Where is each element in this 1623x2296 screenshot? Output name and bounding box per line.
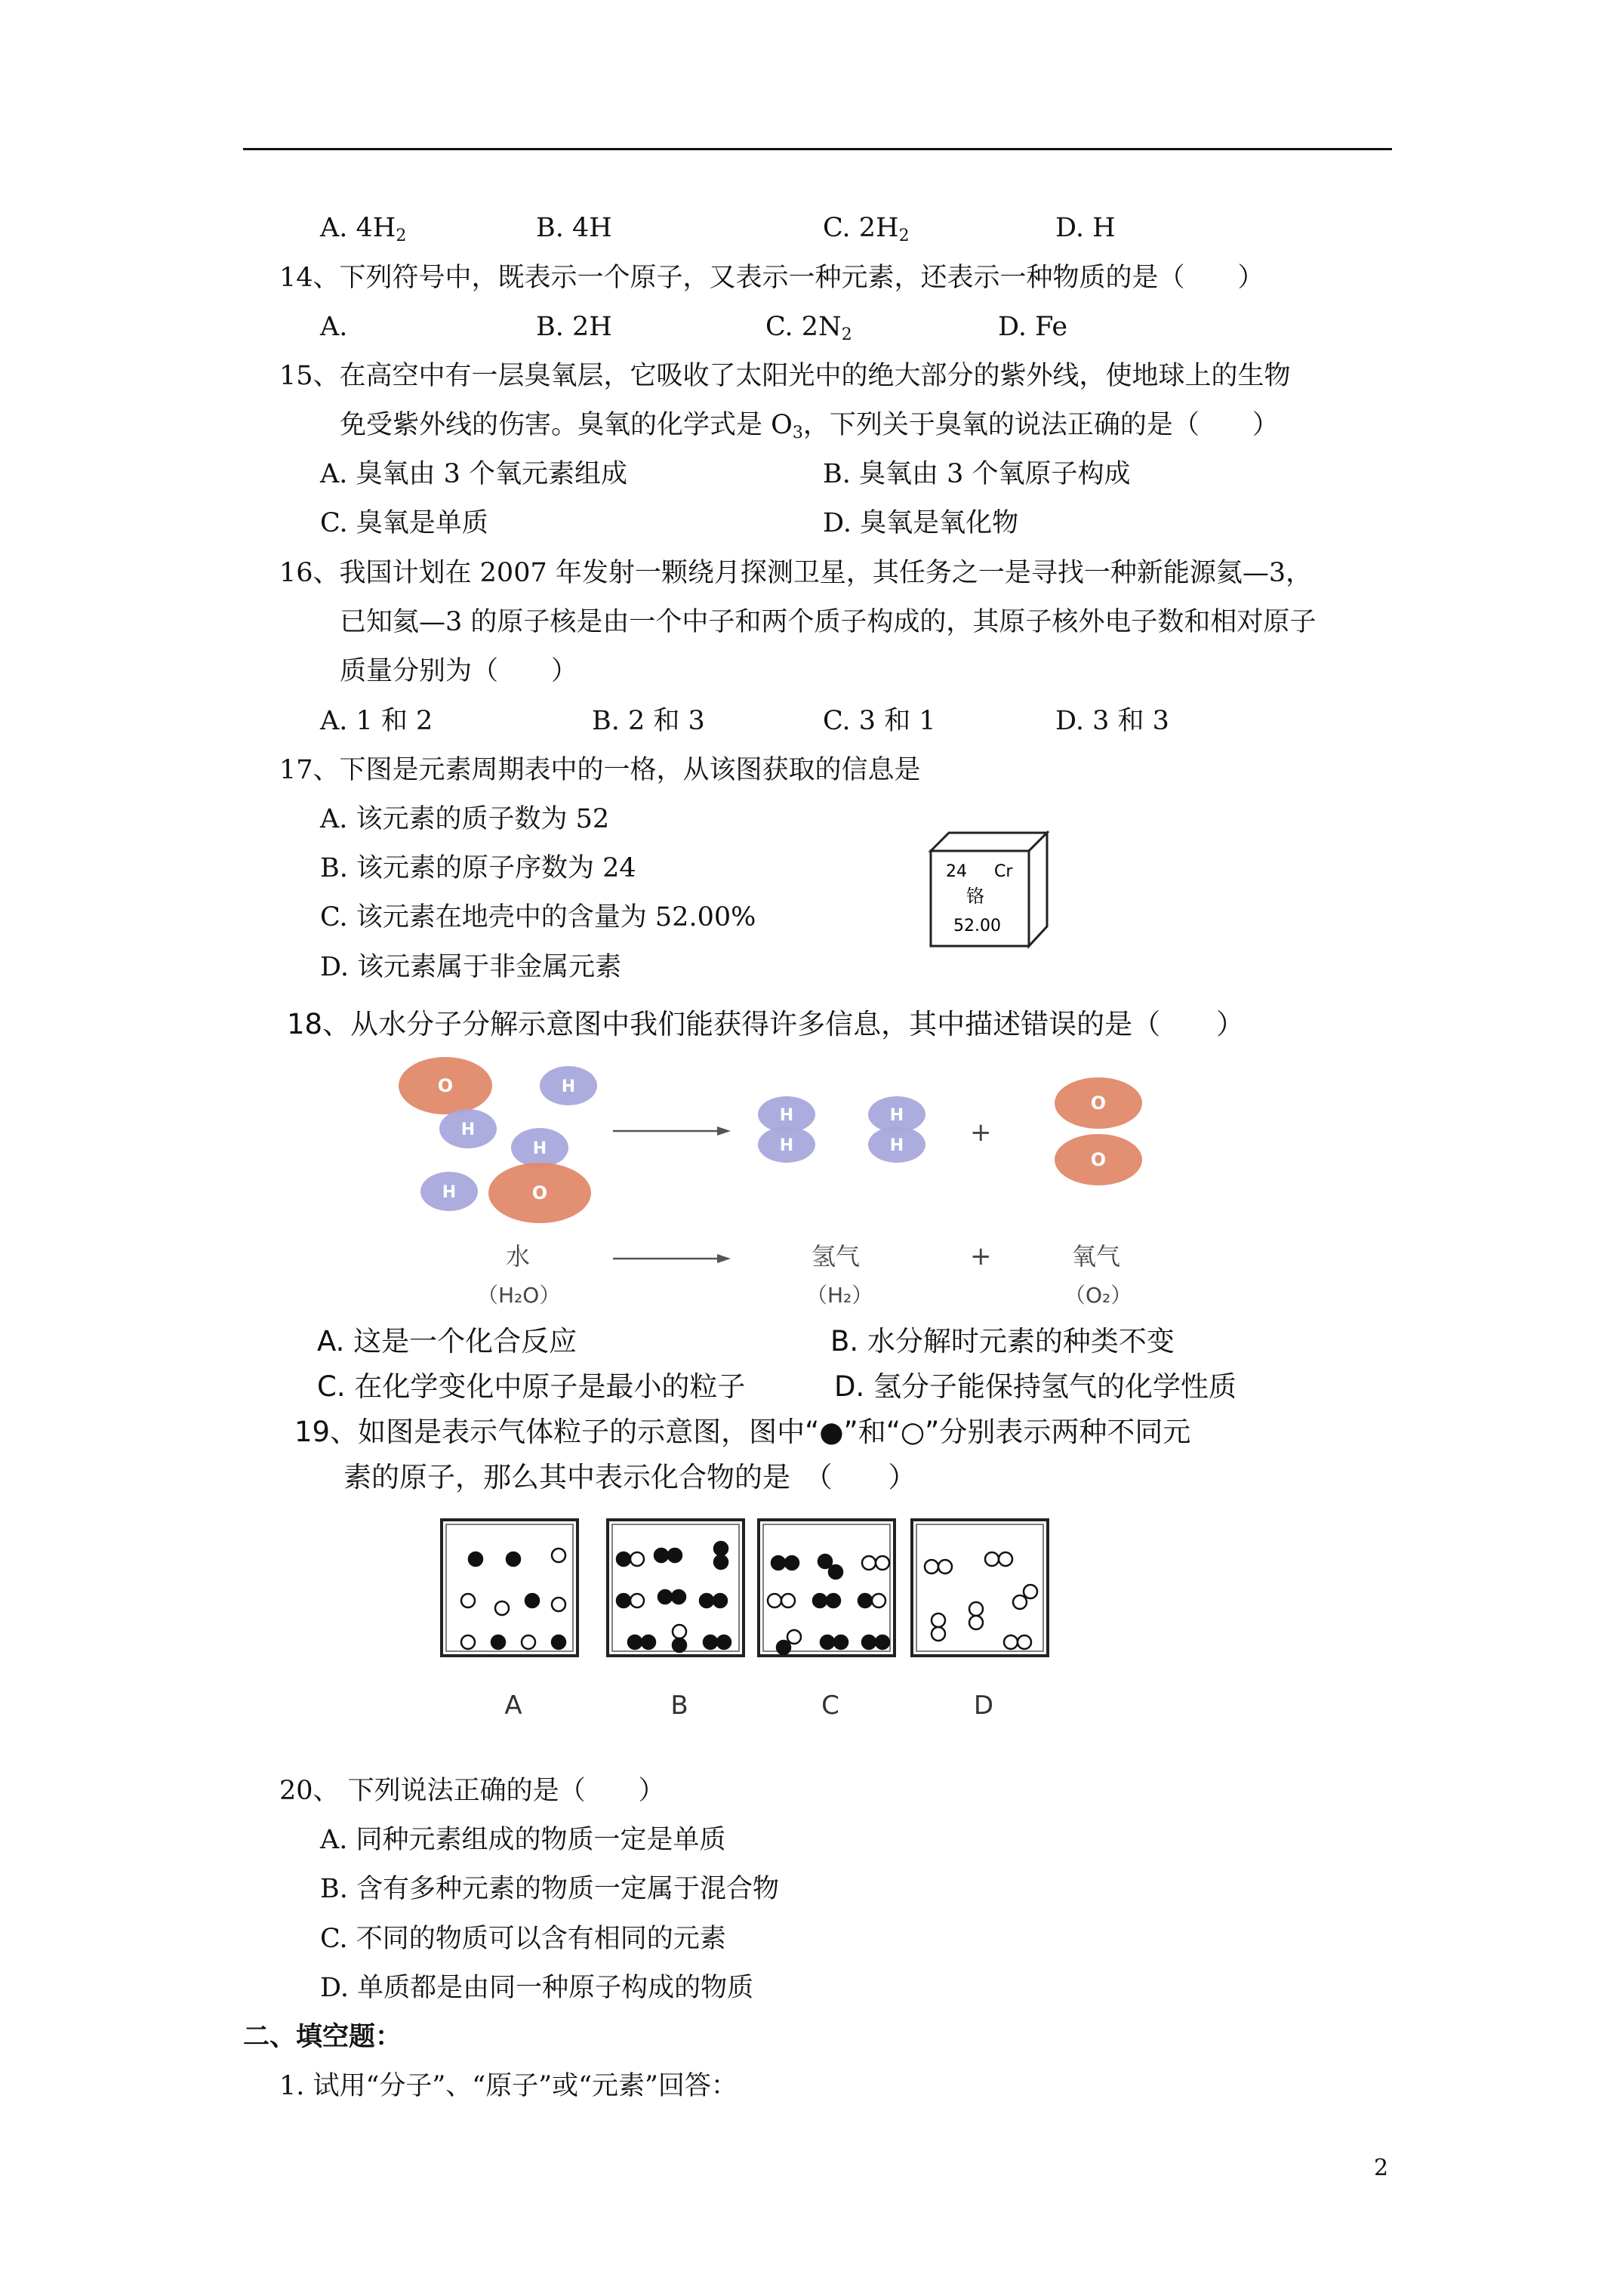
svg-text:H: H <box>442 1183 457 1202</box>
particle-box-label: B <box>670 1690 688 1721</box>
q14-option-c: C. $2N_2$ <box>765 312 852 344</box>
fill-in-question-1: 1. 试用“分子”、“原子”或“元素”回答： <box>279 2071 738 2101</box>
q17-option-a: A. 该元素的质子数为 52 <box>320 804 610 834</box>
svg-text:H: H <box>779 1106 794 1125</box>
q20-stem: 20、 下列说法正确的是（ ） <box>279 1776 665 1806</box>
q17-option-c: C. 该元素在地壳中的含量为 52.00% <box>320 902 756 932</box>
hydrogen-atom <box>511 1128 568 1167</box>
svg-text:H: H <box>779 1136 794 1155</box>
q16-option-c: C. 3 和 1 <box>823 706 936 736</box>
periodic-cell-figure <box>925 827 1053 955</box>
header-rule <box>243 148 1392 150</box>
q18-option-c: C. 在化学变化中原子是最小的粒子 <box>317 1370 746 1403</box>
water-formula: （H₂O） <box>477 1283 561 1308</box>
cell-mass: 52.00 <box>953 917 1001 935</box>
hydrogen-formula: （H₂） <box>806 1283 873 1308</box>
svg-text:H: H <box>532 1139 547 1158</box>
svg-text:H: H <box>889 1106 904 1125</box>
q15-option-a: A. 臭氧由 3 个氧元素组成 <box>320 459 628 489</box>
q20-option-d: D. 单质都是由同一种原子构成的物质 <box>320 1973 754 2003</box>
cell-atomic-number: 24 <box>946 862 967 881</box>
svg-text:O: O <box>1090 1149 1107 1170</box>
gas-particle-diagram <box>438 1514 1072 1740</box>
q16-option-b: B. 2 和 3 <box>592 706 705 736</box>
hydrogen-atom <box>439 1109 497 1148</box>
q16-option-a: A. 1 和 2 <box>320 706 433 736</box>
svg-text:H: H <box>561 1077 576 1096</box>
q18-option-d: D. 氢分子能保持氢气的化学性质 <box>834 1370 1237 1403</box>
particle-box-b <box>608 1520 744 1721</box>
hydrogen-atom <box>868 1126 925 1163</box>
particle-box-c <box>759 1520 895 1721</box>
q13-option-d: D. H <box>1055 213 1116 243</box>
plus-sign-2: + <box>970 1241 992 1271</box>
page-number: 2 <box>1374 2155 1389 2181</box>
svg-text:O: O <box>1090 1093 1107 1114</box>
q18-option-a: A. 这是一个化合反应 <box>317 1325 577 1358</box>
q17-option-b: B. 该元素的原子序数为 24 <box>320 853 636 883</box>
particle-box-label: C <box>821 1690 839 1721</box>
q17-stem: 17、下图是元素周期表中的一格，从该图获取的信息是 <box>279 755 921 785</box>
svg-text:H: H <box>889 1136 904 1155</box>
svg-text:O: O <box>531 1182 548 1203</box>
oxygen-atom <box>1055 1134 1142 1185</box>
oxygen-atom <box>399 1057 492 1114</box>
q15-option-d: D. 臭氧是氧化物 <box>823 508 1019 538</box>
q13-option-b: B. 4H <box>536 213 612 243</box>
q20-option-a: A. 同种元素组成的物质一定是单质 <box>320 1825 726 1855</box>
particle-box-d <box>912 1520 1048 1721</box>
particle-box-label: A <box>504 1690 522 1721</box>
water-label: 水 <box>506 1242 531 1271</box>
q15-option-c: C. 臭氧是单质 <box>320 508 488 538</box>
q16-stem-line2: 已知氦—3 的原子核是由一个中子和两个质子构成的，其原子核外电子数和相对原子 <box>340 607 1317 637</box>
q20-option-b: B. 含有多种元素的物质一定属于混合物 <box>320 1874 779 1904</box>
q14-option-d: D. Fe <box>998 312 1068 342</box>
q15-stem-line1: 15、在高空中有一层臭氧层，它吸收了太阳光中的绝大部分的紫外线，使地球上的生物 <box>279 361 1291 391</box>
q16-option-d: D. 3 和 3 <box>1055 706 1169 736</box>
q15-option-b: B. 臭氧由 3 个氧原子构成 <box>823 459 1131 489</box>
q18-stem: 18、从水分子分解示意图中我们能获得许多信息，其中描述错误的是（ ） <box>287 1008 1245 1040</box>
q13-option-c: C. $2H_2$ <box>823 213 910 245</box>
particle-box-a <box>442 1520 577 1721</box>
oxygen-atom <box>1055 1077 1142 1129</box>
q19-stem-line2: 素的原子，那么其中表示化合物的是 （ ） <box>343 1461 916 1493</box>
q20-option-c: C. 不同的物质可以含有相同的元素 <box>320 1924 726 1954</box>
q13-option-a: A. $4H_2$ <box>320 213 407 245</box>
oxygen-atom <box>488 1163 591 1223</box>
q14-option-a: A. <box>320 312 348 342</box>
q15-stem-line2: 免受紫外线的伤害。臭氧的化学式是 $O_3$，下列关于臭氧的说法正确的是（ ） <box>340 410 1279 442</box>
q14-option-b: B. 2H <box>536 312 612 342</box>
q17-option-d: D. 该元素属于非金属元素 <box>320 952 622 982</box>
hydrogen-label: 氢气 <box>812 1242 861 1271</box>
q19-stem-line1: 19、如图是表示气体粒子的示意图，图中“●”和“○”分别表示两种不同元 <box>294 1416 1191 1448</box>
svg-text:O: O <box>437 1075 454 1096</box>
q14-stem: 14、下列符号中，既表示一个原子，又表示一种元素，还表示一种物质的是（ ） <box>279 263 1264 293</box>
oxygen-formula: （O₂） <box>1064 1283 1132 1308</box>
cell-name: 铬 <box>966 886 984 907</box>
hydrogen-atom <box>540 1066 597 1105</box>
particle-box-label: D <box>973 1690 994 1721</box>
hydrogen-atom <box>758 1126 815 1163</box>
oxygen-label: 氧气 <box>1072 1242 1121 1271</box>
water-decomposition-diagram <box>393 1053 1223 1318</box>
svg-text:H: H <box>460 1120 476 1139</box>
q16-stem-line3: 质量分别为（ ） <box>340 656 578 686</box>
section-fill-in-title: 二、填空题： <box>243 2021 402 2052</box>
q18-option-b: B. 水分解时元素的种类不变 <box>830 1325 1175 1358</box>
plus-sign: + <box>970 1117 992 1148</box>
hydrogen-atom <box>420 1172 478 1211</box>
q16-stem-line1: 16、我国计划在 2007 年发射一颗绕月探测卫星，其任务之一是寻找一种新能源氦—3， <box>279 558 1313 588</box>
cell-symbol: Cr <box>994 862 1013 881</box>
